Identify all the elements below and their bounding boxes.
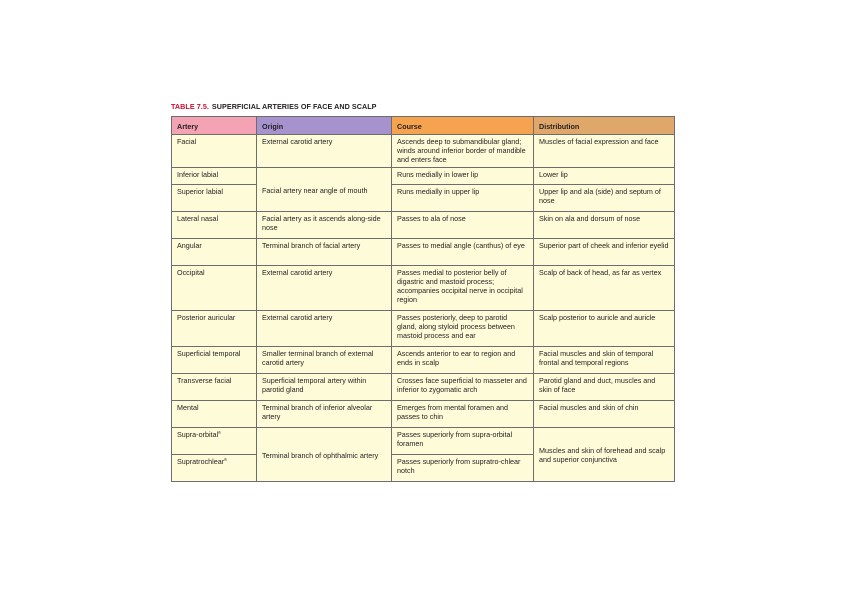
cell-course: Passes superiorly from supratro-chlear notch [392,455,534,482]
cell-artery: Transverse facial [172,374,257,401]
cell-origin: Terminal branch of ophthalmic artery [257,428,392,482]
cell-artery [172,455,257,482]
cell-course: Passes to medial angle (canthus) of eye [392,239,534,266]
cell-distribution: Superior part of cheek and inferior eyelid [534,239,675,266]
cell-artery: Facial [172,135,257,168]
footnote-marker: a [224,456,227,462]
cell-course: Passes to ala of nose [392,212,534,239]
table-row [172,311,675,347]
table-row [172,347,675,374]
artery-name: Supra-orbital [177,430,219,439]
table-row [172,428,675,455]
cell-distribution: Skin on ala and dorsum of nose [534,212,675,239]
header-row [172,117,675,135]
header-origin: Origin [257,117,392,135]
cell-course: Ascends anterior to ear to region and ends in scalp [392,347,534,374]
cell-origin: External carotid artery [257,135,392,168]
header-artery: Artery [172,117,257,135]
arteries-table [171,116,675,482]
cell-artery: Superficial temporal [172,347,257,374]
table-row [172,239,675,266]
footnote-marker: a [218,429,221,435]
cell-course: Runs medially in lower lip [392,168,534,185]
cell-artery: Superior labial [172,185,257,212]
header-course: Course [392,117,534,135]
header-distribution: Distribution [534,117,675,135]
cell-origin: Superficial temporal artery within parotid gland [257,374,392,401]
cell-course: Passes medial to posterior belly of digastric and mastoid process; accompanies occipital nerve in occipital region [392,266,534,311]
cell-artery: Posterior auricular [172,311,257,347]
table-row [172,135,675,168]
cell-artery: Angular [172,239,257,266]
cell-origin: Smaller terminal branch of external carotid artery [257,347,392,374]
cell-distribution: Scalp of back of head, as far as vertex [534,266,675,311]
table-title: SUPERFICIAL ARTERIES OF FACE AND SCALP [211,102,377,111]
cell-origin: Terminal branch of inferior alveolar artery [257,401,392,428]
table-row [172,212,675,239]
cell-distribution: Upper lip and ala (side) and septum of nose [534,185,675,212]
table-row [172,401,675,428]
cell-course: Passes superiorly from supra-orbital foramen [392,428,534,455]
table-caption [171,102,376,111]
table-row [172,185,675,212]
cell-artery: Occipital [172,266,257,311]
cell-distribution: Muscles and skin of forehead and scalp and superior conjunctiva [534,428,675,482]
table-row [172,266,675,311]
cell-course: Ascends deep to submandibular gland; winds around inferior border of mandible and enters face [392,135,534,168]
cell-distribution: Muscles of facial expression and face [534,135,675,168]
cell-artery [172,428,257,455]
cell-distribution: Facial muscles and skin of chin [534,401,675,428]
cell-distribution: Lower lip [534,168,675,185]
cell-origin: External carotid artery [257,311,392,347]
cell-origin: Terminal branch of facial artery [257,239,392,266]
cell-course: Emerges from mental foramen and passes to chin [392,401,534,428]
cell-origin: Facial artery near angle of mouth [257,168,392,212]
cell-course: Crosses face superficial to masseter and inferior to zygomatic arch [392,374,534,401]
cell-distribution: Facial muscles and skin of temporal frontal and temporal regions [534,347,675,374]
table-row [172,374,675,401]
cell-course: Passes posteriorly, deep to parotid gland, along styloid process between mastoid process and ear [392,311,534,347]
cell-distribution: Parotid gland and duct, muscles and skin of face [534,374,675,401]
cell-distribution: Scalp posterior to auricle and auricle [534,311,675,347]
table-number: TABLE 7.5. [171,102,209,111]
table-row [172,168,675,185]
artery-name: Supratrochlear [177,457,225,466]
cell-origin: External carotid artery [257,266,392,311]
cell-artery: Lateral nasal [172,212,257,239]
cell-artery: Mental [172,401,257,428]
cell-artery: Inferior labial [172,168,257,185]
cell-origin: Facial artery as it ascends along-side nose [257,212,392,239]
cell-course: Runs medially in upper lip [392,185,534,212]
